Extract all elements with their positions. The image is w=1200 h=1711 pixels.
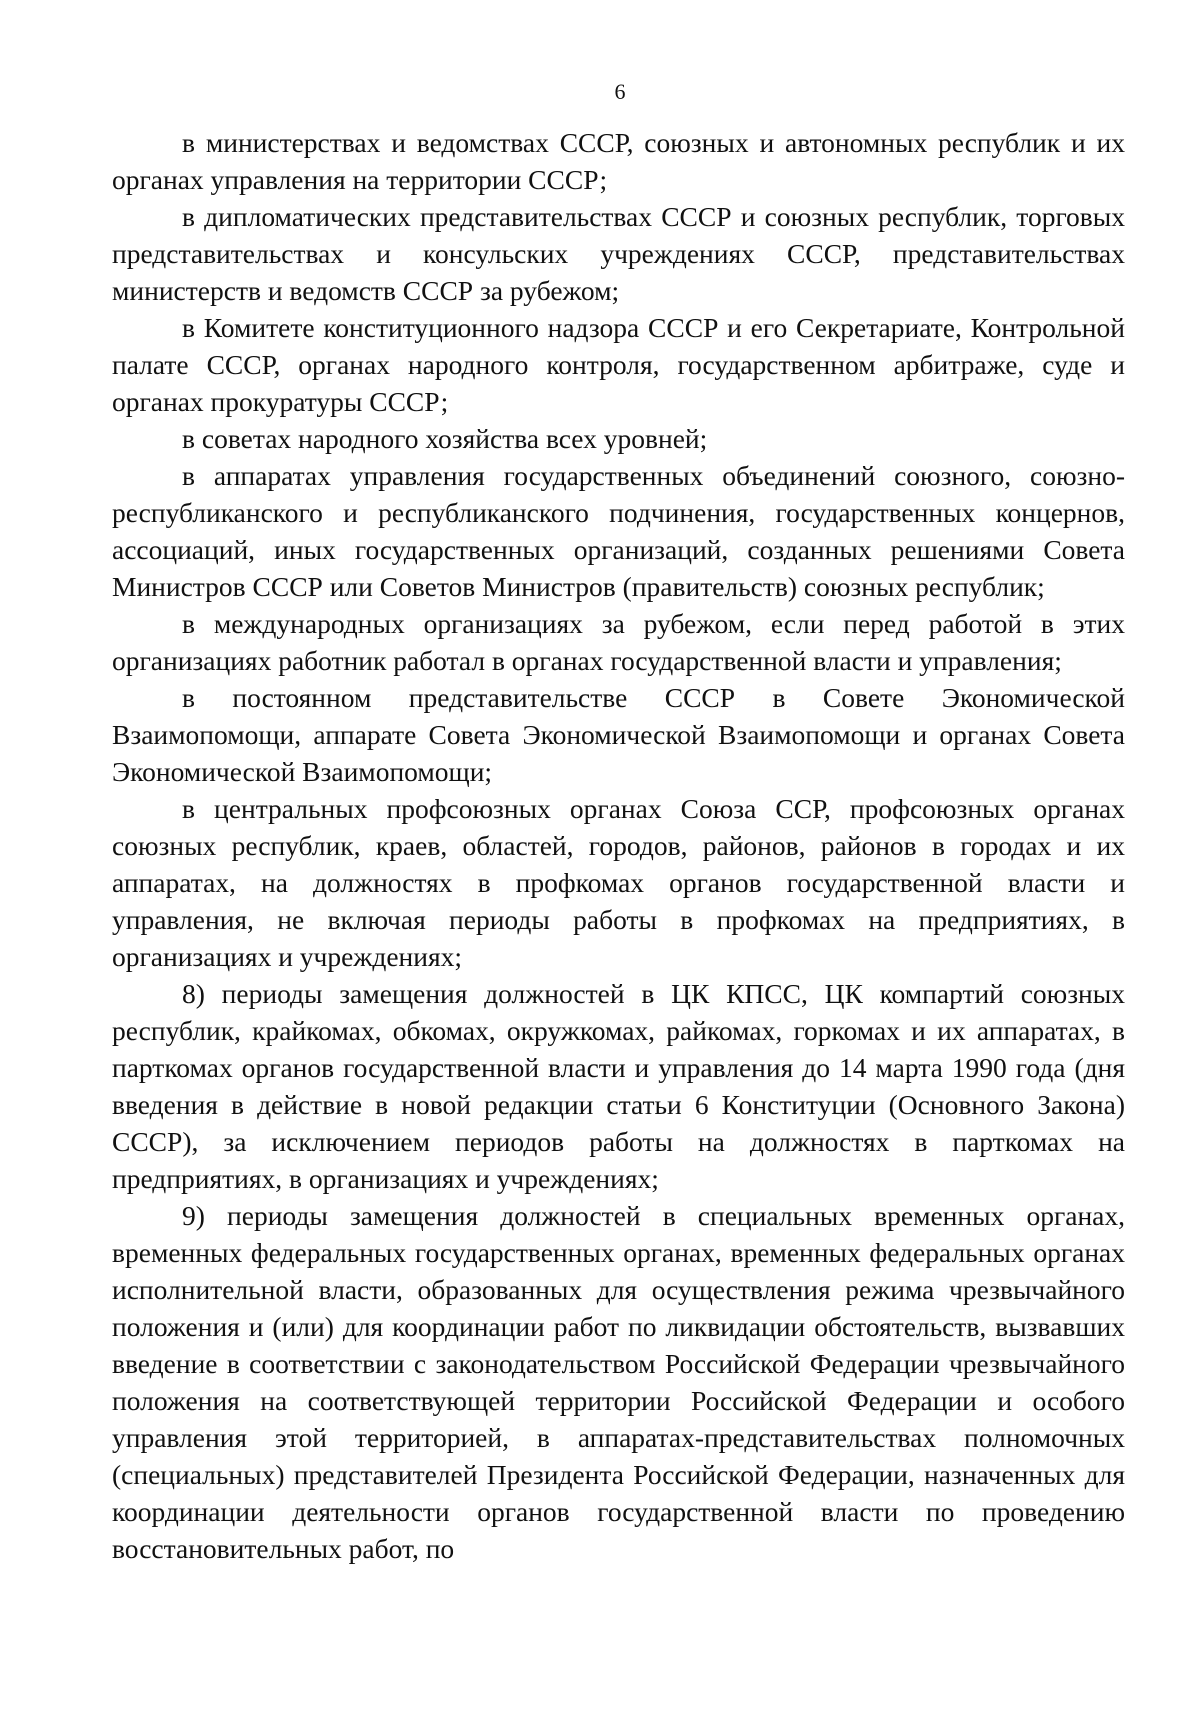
paragraph-diplomatic-missions: в дипломатических представительствах СССР и союзных республик, торговых представительствах и консульских учреждениях СССР, представительствах министерств и ведомств СССР за рубежом; [112,201,1125,306]
paragraph-international-organizations: в международных организациях за рубежом, если перед работой в этих организациях работник работал в органах государственной власти и управления; [112,608,1125,676]
paragraph-item-9-temporary-bodies: 9) периоды замещения должностей в специальных временных органах, временных федеральных государственных органах, временных федеральных органах исполнительной власти, образованных для осуществления режима чрезвычайного положения и (или) для координации работ по ликвидации обстоятельств, вызвавших введение в соответствии с законодательством Российской Федерации чрезвычайного положения на соответствующей территории Российской Федерации и особого управления этой территорией, в аппаратах-представительствах полномочных (специальных) представителей Президента Российской Федерации, назначенных для координации деятельности органов государственной власти по проведению восстановительных работ, по [112,1200,1125,1564]
paragraph-state-associations: в аппаратах управления государственных объединений союзного, союзно-республиканского и республиканского подчинения, государственных концернов, ассоциаций, иных государственных организаций, созданных решениями Совета Министров СССР или Советов Министров (правительств) союзных республик; [112,460,1125,602]
page-number: 6 [614,79,626,104]
document-body [112,124,1125,1567]
paragraph-ministries: в министерствах и ведомствах СССР, союзных и автономных республик и их органах управления на территории СССР; [112,127,1125,195]
paragraph-constitutional-committee: в Комитете конституционного надзора СССР и его Секретариате, Контрольной палате СССР, органах народного контроля, государственном арбитраже, суде и органах прокуратуры СССР; [112,312,1125,417]
paragraph-trade-unions: в центральных профсоюзных органах Союза ССР, профсоюзных органах союзных республик, краев, областей, городов, районов, районов в городах и их аппаратах, на должностях в профкомах органов государственной власти и управления, не включая периоды работы в профкомах на предприятиях, в организациях и учреждениях; [112,793,1125,972]
paragraph-economic-councils: в советах народного хозяйства всех уровней; [182,423,708,454]
paragraph-item-8-party-committees: 8) периоды замещения должностей в ЦК КПСС, ЦК компартий союзных республик, крайкомах, обкомах, окружкомах, райкомах, горкомах и их аппаратах, в парткомах органов государственной власти и управления до 14 марта 1990 года (дня введения в действие в новой редакции статьи 6 Конституции (Основного Закона) СССР), за исключением периодов работы на должностях в парткомах на предприятиях, в организациях и учреждениях; [112,978,1125,1194]
paragraph-comecon: в постоянном представительстве СССР в Совете Экономической Взаимопомощи, аппарате Совета Экономической Взаимопомощи и органах Совета Экономической Взаимопомощи; [112,682,1125,787]
